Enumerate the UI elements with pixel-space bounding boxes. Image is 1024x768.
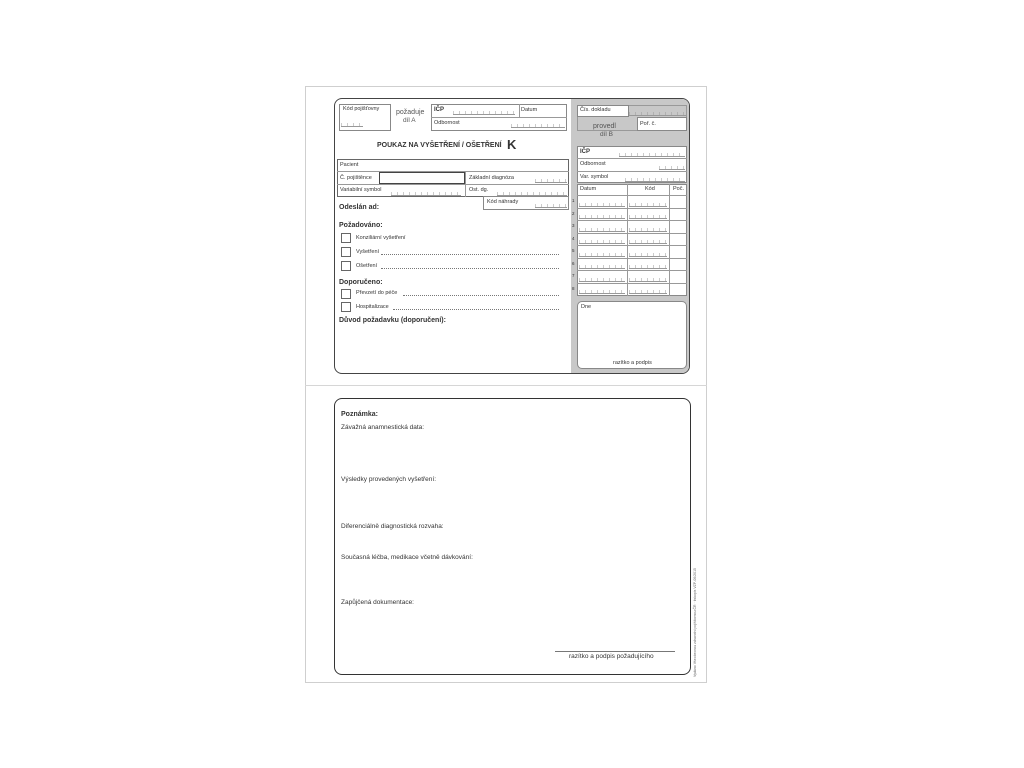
- requester-signature-label: razítko a podpis požadujícího: [569, 653, 654, 660]
- insured-number-field[interactable]: [379, 172, 465, 184]
- insured-number-label: Č. pojištěnce: [340, 175, 372, 181]
- referral-form-front: [334, 98, 690, 374]
- hospitalization-checkbox[interactable]: [341, 302, 351, 312]
- fold-line: [305, 385, 707, 386]
- part-a-label: díl A: [403, 117, 416, 124]
- row-number: 3: [572, 223, 575, 228]
- date-label: Datum: [521, 107, 538, 113]
- examination-checkbox[interactable]: [341, 247, 351, 257]
- side-note: Vydáno Všeobecnou zdravotní pojišťovnou ČR · tiskopis VZP-06/2015: [693, 568, 697, 677]
- specialty-label: Odbornost: [434, 120, 460, 126]
- part-b-specialty-label: Odbornost: [580, 161, 606, 167]
- services-code-header: Kód: [645, 186, 655, 192]
- performed-by-label: provedl: [593, 123, 616, 130]
- sent-to-label: Odeslán ad:: [339, 204, 380, 211]
- order-number-label: Poř. č.: [640, 121, 656, 127]
- other-diagnosis-label: Ost. dg.: [469, 187, 489, 193]
- take-over-care-checkbox[interactable]: [341, 289, 351, 299]
- row-number: 1: [572, 198, 575, 203]
- take-over-care-label: Převzetí do péče: [356, 290, 398, 296]
- variable-symbol-label: Variabilní symbol: [340, 187, 382, 193]
- icp-label: IČP: [434, 107, 445, 113]
- reason-heading: Důvod požadavku (doporučení):: [339, 317, 446, 324]
- compensation-code-label: Kód náhrady: [487, 199, 519, 205]
- part-b-label: díl B: [600, 131, 614, 138]
- note-heading: Poznámka:: [341, 411, 378, 418]
- treatment-checkbox[interactable]: [341, 261, 351, 271]
- insurer-code-label: Kód pojišťovny: [343, 106, 380, 112]
- row-number: 5: [572, 248, 575, 253]
- services-date-header: Datum: [580, 186, 597, 192]
- row-number: 7: [572, 273, 575, 278]
- services-count-header: Poč.: [673, 186, 685, 192]
- examination-label: Vyšetření: [356, 249, 380, 255]
- row-number: 8: [572, 286, 575, 291]
- form-title: POUKAZ NA VYŠETŘENÍ / OŠETŘENÍ: [377, 142, 502, 149]
- diagnosis-label: Základní diagnóza: [469, 175, 514, 181]
- row-number: 6: [572, 261, 575, 266]
- part-b-var-symbol-label: Var. symbol: [580, 174, 609, 180]
- documentation-label: Zapůjčená dokumentace:: [341, 599, 414, 606]
- hospitalization-label: Hospitalizace: [356, 304, 389, 310]
- patient-label: Pacient: [340, 162, 359, 168]
- document-number-label: Čís. dokladu: [580, 107, 611, 113]
- recommended-heading: Doporučeno:: [339, 279, 383, 286]
- date-stamp-box[interactable]: [577, 301, 687, 369]
- stamp-signature-label: razítko a podpis: [613, 360, 652, 366]
- anamnesis-label: Závažná anamnestická data:: [341, 424, 425, 431]
- row-number: 2: [572, 211, 575, 216]
- consult-label: Konziliární vyšetření: [356, 235, 406, 241]
- differential-label: Diferenciálně diagnostická rozvaha:: [341, 523, 444, 530]
- results-label: Výsledky provedených vyšetření:: [341, 476, 437, 483]
- row-number: 4: [572, 236, 575, 241]
- requests-label: požaduje: [396, 109, 425, 116]
- date-stamp-label: Dne: [581, 304, 592, 310]
- part-b-icp-label: IČP: [580, 149, 591, 155]
- referral-form-back: [334, 398, 697, 677]
- form-title-k: K: [507, 137, 517, 152]
- consult-checkbox[interactable]: [341, 233, 351, 243]
- current-treatment-label: Současná léčba, medikace včetně dávkování:: [341, 554, 473, 561]
- requested-heading: Požadováno:: [339, 222, 383, 229]
- treatment-label: Ošetření: [356, 263, 378, 269]
